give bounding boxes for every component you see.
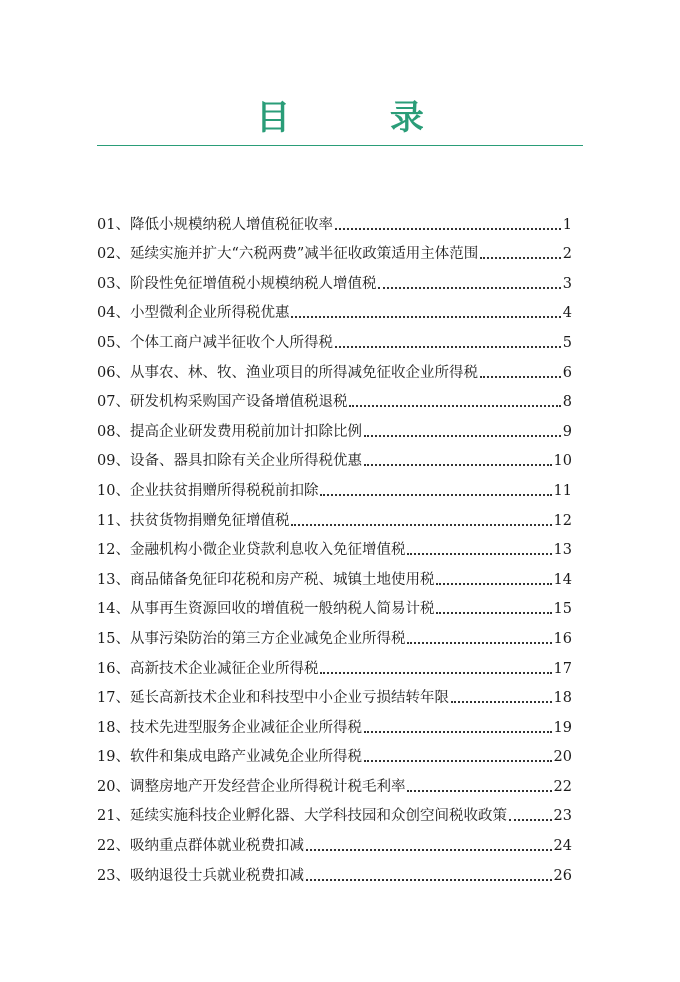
toc-entry-label: 19、软件和集成电路产业减免企业所得税 [97, 749, 362, 766]
toc-leader-dots [364, 760, 552, 762]
toc-leader-dots [364, 435, 561, 437]
toc-entry-page-number: 11 [553, 482, 572, 499]
toc-leader-dots [335, 228, 561, 230]
toc-entry-page-number: 22 [553, 778, 572, 795]
toc-leader-dots [407, 642, 551, 644]
toc-leader-dots [364, 731, 552, 733]
toc-entry-page-number: 8 [562, 394, 572, 411]
toc-entry[interactable] [97, 323, 572, 353]
toc-leader-dots [436, 612, 551, 614]
toc-entry-label: 12、金融机构小微企业贷款利息收入免征增值税 [97, 542, 406, 559]
toc-entry-page-number: 15 [553, 601, 572, 618]
toc-entry-page-number: 4 [562, 305, 572, 322]
toc-leader-dots [320, 672, 551, 674]
toc-entry[interactable] [97, 383, 572, 413]
toc-leader-dots [407, 553, 551, 555]
toc-entry[interactable] [97, 205, 572, 235]
toc-entry-label: 07、研发机构采购国产设备增值税退税 [97, 394, 348, 411]
toc-entry-page-number: 6 [562, 364, 572, 381]
toc-entry-label: 01、降低小规模纳税人增值税征收率 [97, 216, 333, 233]
toc-entry[interactable] [97, 471, 572, 501]
toc-leader-dots [407, 790, 551, 792]
toc-entry-label: 06、从事农、林、牧、渔业项目的所得减免征收企业所得税 [97, 364, 478, 381]
toc-entry-label: 08、提高企业研发费用税前加计扣除比例 [97, 423, 362, 440]
toc-entry-page-number: 14 [553, 571, 572, 588]
toc-entry[interactable] [97, 856, 572, 886]
toc-entry-page-number: 16 [553, 630, 572, 647]
toc-entry-label: 18、技术先进型服务企业减征企业所得税 [97, 719, 362, 736]
toc-entry[interactable] [97, 531, 572, 561]
toc-leader-dots [451, 701, 552, 703]
toc-entry-page-number: 5 [562, 334, 572, 351]
toc-leader-dots [291, 524, 551, 526]
toc-entry-label: 11、扶贫货物捐赠免征增值税 [97, 512, 290, 529]
toc-entry-label: 10、企业扶贫捐赠所得税税前扣除 [97, 482, 319, 499]
toc-leader-dots [320, 494, 551, 496]
toc-entry[interactable] [97, 619, 572, 649]
toc-entry[interactable] [97, 679, 572, 709]
toc-leader-dots [349, 405, 560, 407]
toc-entry-label: 04、小型微利企业所得税优惠 [97, 305, 290, 322]
toc-entry[interactable] [97, 264, 572, 294]
toc-entry-label: 21、延续实施科技企业孵化器、大学科技园和众创空间税收政策 [97, 808, 507, 825]
toc-entry-page-number: 10 [553, 453, 572, 470]
toc-entry-label: 20、调整房地产开发经营企业所得税计税毛利率 [97, 778, 406, 795]
toc-entry-page-number: 18 [553, 690, 572, 707]
toc-entry[interactable] [97, 708, 572, 738]
toc-entry-page-number: 26 [553, 867, 572, 884]
toc-entry-page-number: 1 [562, 216, 572, 233]
toc-entry-label: 23、吸纳退役士兵就业税费扣减 [97, 867, 304, 884]
toc-leader-dots [509, 819, 552, 821]
toc-entry-page-number: 12 [553, 512, 572, 529]
toc-entry[interactable] [97, 738, 572, 768]
toc-entry-label: 13、商品储备免征印花税和房产税、城镇土地使用税 [97, 571, 435, 588]
toc-leader-dots [335, 346, 561, 348]
toc-entry[interactable] [97, 560, 572, 590]
toc-leader-dots [378, 287, 560, 289]
toc-entry-page-number: 23 [553, 808, 572, 825]
table-of-contents [97, 205, 572, 886]
toc-entry-page-number: 13 [553, 542, 572, 559]
toc-leader-dots [436, 583, 551, 585]
toc-entry[interactable] [97, 442, 572, 472]
toc-leader-dots [306, 879, 552, 881]
toc-entry-page-number: 20 [553, 749, 572, 766]
toc-entry-label: 09、设备、器具扣除有关企业所得税优惠 [97, 453, 362, 470]
toc-entry[interactable] [97, 590, 572, 620]
toc-entry-label: 02、延续实施并扩大“六税两费”减半征收政策适用主体范围 [97, 246, 479, 263]
toc-entry[interactable] [97, 767, 572, 797]
page-title: 目 录 [256, 98, 468, 138]
toc-entry[interactable] [97, 797, 572, 827]
toc-entry-page-number: 24 [553, 838, 572, 855]
toc-entry-label: 14、从事再生资源回收的增值税一般纳税人简易计税 [97, 601, 435, 618]
toc-entry[interactable] [97, 353, 572, 383]
toc-entry-page-number: 3 [562, 275, 572, 292]
toc-entry-label: 03、阶段性免征增值税小规模纳税人增值税 [97, 275, 377, 292]
toc-leader-dots [306, 849, 552, 851]
toc-entry[interactable] [97, 294, 572, 324]
toc-entry[interactable] [97, 412, 572, 442]
toc-entry-page-number: 17 [553, 660, 572, 677]
toc-entry-label: 15、从事污染防治的第三方企业减免企业所得税 [97, 630, 406, 647]
toc-entry[interactable] [97, 826, 572, 856]
toc-entry-page-number: 19 [553, 719, 572, 736]
toc-entry-label: 05、个体工商户减半征收个人所得税 [97, 334, 333, 351]
toc-leader-dots [291, 316, 560, 318]
toc-leader-dots [480, 257, 560, 259]
toc-leader-dots [364, 464, 552, 466]
toc-entry-label: 22、吸纳重点群体就业税费扣减 [97, 838, 304, 855]
toc-entry-label: 16、高新技术企业减征企业所得税 [97, 660, 319, 677]
toc-entry-page-number: 9 [562, 423, 572, 440]
toc-entry[interactable] [97, 501, 572, 531]
toc-leader-dots [480, 376, 561, 378]
toc-entry[interactable] [97, 649, 572, 679]
toc-entry-label: 17、延长高新技术企业和科技型中小企业亏损结转年限 [97, 690, 449, 707]
toc-entry-page-number: 2 [562, 246, 572, 263]
title-divider [97, 145, 583, 146]
toc-entry[interactable] [97, 235, 572, 265]
